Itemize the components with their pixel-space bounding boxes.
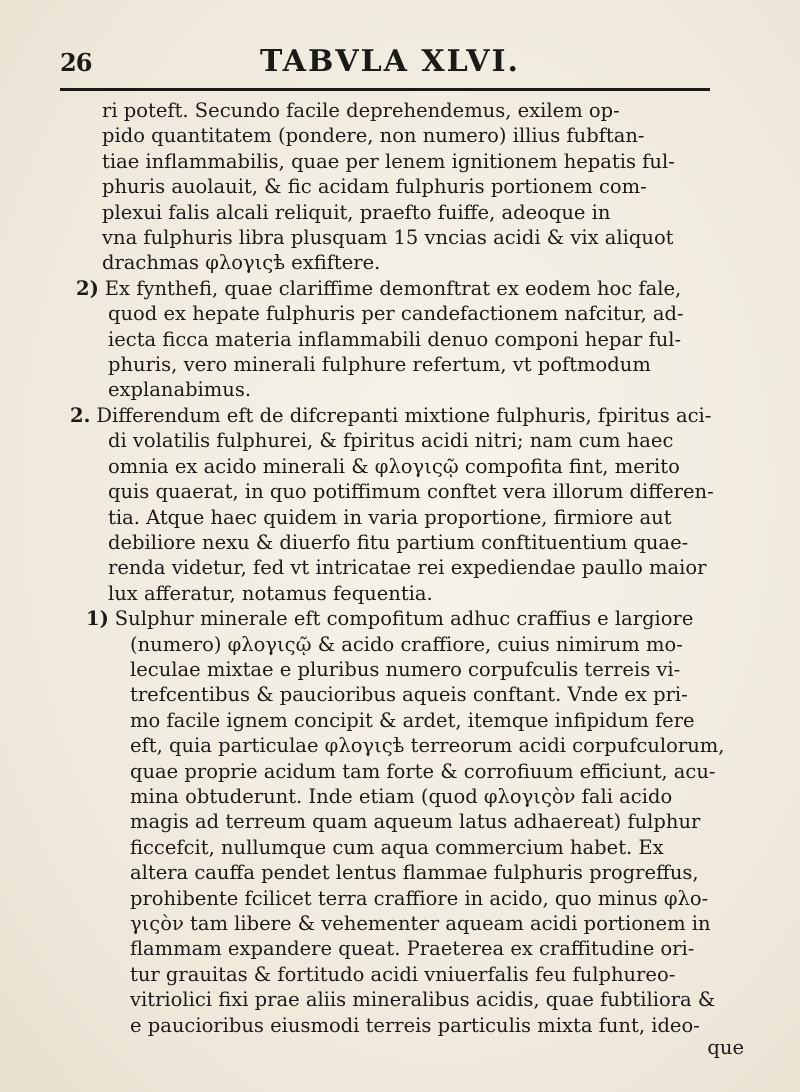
text-line: (numero) φλογιςῷ & acido craffiore, cuius nimirum mo-: [130, 632, 683, 656]
text-line: quod ex hepate fulphuris per candefactionem nafcitur, ad-: [108, 302, 684, 326]
text-line: di volatilis fulphurei, & fpiritus acidi nitri; nam cum haec: [108, 429, 674, 453]
text-line: vna fulphuris libra plusquam 15 vncias acidi & vix aliquot: [102, 226, 674, 250]
text-line: quae proprie acidum tam forte & corrofiuum efficiunt, acu-: [130, 759, 716, 783]
text-line: vitriolici fixi prae aliis mineralibus acidis, quae fubtiliora &: [130, 988, 716, 1012]
text-line: leculae mixtae e pluribus numero corpufculis terreis vi-: [130, 657, 681, 681]
text-line: [56, 403, 746, 428]
text-line: phuris auolauit, & fic acidam fulphuris portionem com-: [102, 175, 647, 199]
catchword: que: [707, 1036, 744, 1059]
text-line: tur grauitas & fortitudo acidi vniuerfalis feu fulphureo-: [130, 962, 676, 986]
paragraph-continuation: [56, 98, 746, 276]
paragraph-synthesis: [56, 276, 746, 403]
text-line: phuris, vero minerali fulphure refertum, vt poftmodum: [108, 353, 651, 377]
text-line-content: Ex fynthefi, quae clariffime demonftrat ex eodem hoc fale,: [104, 276, 682, 300]
text-line: mo facile ignem concipit & ardet, itemque infipidum fere: [130, 708, 695, 732]
text-line: lux afferatur, notamus fequentia.: [108, 581, 433, 605]
text-line: mina obtuderunt. Inde etiam (quod φλογιςὸν fali acido: [130, 784, 673, 808]
text-line: e paucioribus eiusmodi terreis particulis mixta funt, ideo-: [130, 1013, 700, 1037]
text-line: ri poteft. Secundo facile deprehendemus, exilem op-: [102, 99, 620, 122]
text-line-content: Differendum eft de difcrepanti mixtione fulphuris, fpiritus aci-: [96, 403, 712, 427]
text-line: debiliore nexu & diuerfo fitu partium conftituentium quae-: [108, 530, 689, 554]
paragraph-label: 1): [86, 607, 109, 631]
running-title: TABVLA XLVI.: [260, 44, 520, 79]
text-line: flammam expandere queat. Praeterea ex craffitudine ori-: [130, 937, 695, 961]
text-line: quis quaerat, in quo potiffimum conftet vera illorum differen-: [108, 480, 714, 504]
text-line: eft, quia particulae φλογιςѣ terreorum acidi corpufculorum,: [130, 734, 725, 758]
text-line: trefcentibus & paucioribus aqueis conftant. Vnde ex pri-: [130, 683, 688, 707]
text-line: magis ad terreum quam aqueum latus adhaereat) fulphur: [130, 810, 701, 834]
text-line: tiae inflammabilis, quae per lenem ignitionem hepatis ful-: [102, 149, 675, 173]
text-line: ficcefcit, nullumque cum aqua commercium habet. Ex: [130, 835, 664, 859]
body-text: [56, 98, 746, 1038]
text-line-content: Sulphur minerale eft compofitum adhuc craffius e largiore: [114, 607, 694, 631]
text-line: [56, 276, 746, 301]
paragraph-label: 2): [76, 276, 99, 300]
text-line: [56, 606, 746, 631]
text-line: iecta ficca materia inflammabili denuo componi hepar ful-: [108, 327, 682, 351]
text-line: altera cauffa pendet lentus flammae fulphuris progreffus,: [130, 861, 699, 885]
text-line: omnia ex acido minerali & φλογιςῷ compofita fint, merito: [108, 454, 680, 478]
text-line: explanabimus.: [108, 378, 252, 402]
page-header: [60, 44, 700, 84]
paragraph-sulphur-minerale: [56, 606, 746, 1038]
text-line: renda videtur, fed vt intricatae rei expediendae paullo maior: [108, 556, 707, 580]
text-line: tia. Atque haec quidem in varia proportione, firmiore aut: [108, 505, 672, 529]
text-line: γιςὸν tam libere & vehementer aqueam acidi portionem in: [130, 912, 711, 935]
text-line: pido quantitatem (pondere, non numero) illius fubftan-: [102, 124, 645, 148]
page-number: 26: [60, 48, 92, 77]
paragraph-label: 2.: [70, 403, 91, 427]
paragraph-difference: [56, 403, 746, 606]
text-line: prohibente fcilicet terra craffiore in acido, quo minus φλο-: [130, 886, 709, 910]
text-line: drachmas φλογιςѣ exfiftere.: [102, 251, 381, 275]
text-line: plexui falis alcali reliquit, praefto fuiffe, adeoque in: [102, 200, 611, 224]
header-rule: [60, 88, 710, 91]
